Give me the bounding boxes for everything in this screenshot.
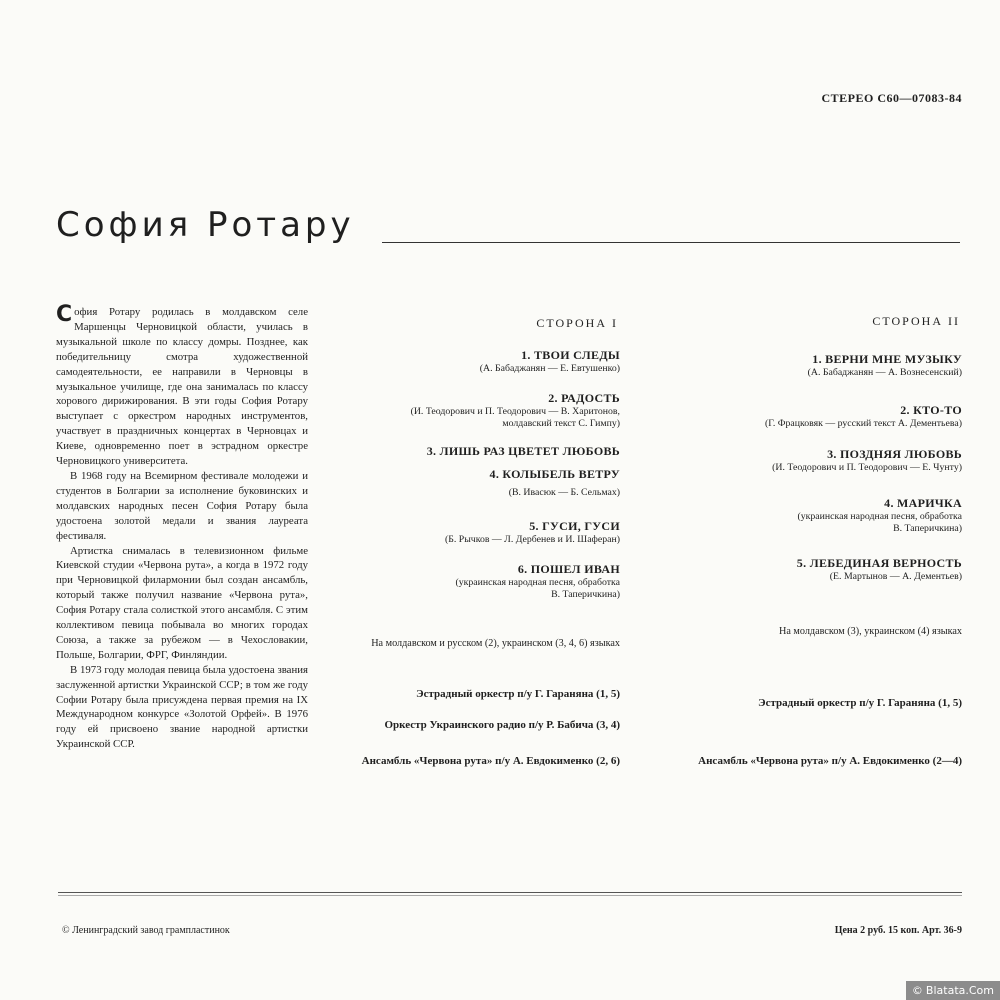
credit-line: (И. Теодорович и П. Теодорович — Е. Чунту) bbox=[772, 462, 962, 473]
side1-track-4 bbox=[490, 467, 620, 499]
track-title: 1. ТВОИ СЛЕДЫ bbox=[521, 348, 620, 362]
credit-line: В. Таперичкина) bbox=[893, 522, 962, 534]
track-credit bbox=[797, 511, 962, 534]
credit-line: (В. Ивасюк — Б. Сельмах) bbox=[508, 487, 620, 498]
credit-line: (украинская народная песня, обработка bbox=[797, 511, 962, 522]
track-title: 4. КОЛЫБЕЛЬ ВЕТРУ bbox=[489, 467, 620, 481]
side2-track-4 bbox=[797, 496, 962, 534]
track-credit bbox=[411, 406, 620, 429]
bio-paragraph-4: В 1973 году молодая певица была удостоена звания заслуженной артистки Украинской ССР; в том же году Софии Ротару была присуждена первая премия на IX Международном конкурсе «Золотой Орфей». В 1976 году ей присвоено звание народной артистки Украинской ССР. bbox=[56, 663, 308, 751]
side2-track-2 bbox=[765, 403, 962, 430]
credit-line: (Б. Рычков — Л. Дербенев и И. Шаферан) bbox=[444, 534, 620, 545]
side2-performer-1: Эстрадный оркестр п/у Г. Гараняна (1, 5) bbox=[758, 697, 962, 709]
track-title: 6. ПОШЕЛ ИВАН bbox=[517, 562, 620, 576]
credit-line: (И. Теодорович и П. Теодорович — В. Харитонов, bbox=[410, 406, 620, 417]
bio-paragraph-1 bbox=[56, 302, 308, 469]
credit-line: (Е. Мартынов — А. Дементьев) bbox=[829, 571, 962, 582]
side2-performer-2: Ансамбль «Червона рута» п/у А. Евдокименко (2—4) bbox=[698, 755, 962, 767]
track-title: 5. ЛЕБЕДИНАЯ ВЕРНОСТЬ bbox=[796, 556, 962, 570]
biography bbox=[56, 302, 308, 752]
side1-performer-2: Оркестр Украинского радио п/у Р. Бабича (3, 4) bbox=[384, 719, 620, 731]
bio-paragraph-3: Артистка снималась в телевизионном фильме Киевской студии «Червона рута», а когда в 1972 году при Черновицкой филармонии был создан ансамбль, который также получил название «Червона рута», София Ротару стала солисткой этого ансамбля. С этим коллективом певица побывала во многих городах Союза, а также за рубежом — в Чехословакии, Польше, Болгарии, ФРГ, Финляндии. bbox=[56, 544, 308, 661]
side1-track-2 bbox=[411, 391, 620, 429]
bio-dropcap: С bbox=[56, 302, 73, 327]
factory-credit: © Ленинградский завод грампластинок bbox=[62, 925, 230, 936]
track-title: 2. РАДОСТЬ bbox=[548, 391, 620, 405]
track-credit bbox=[480, 363, 620, 375]
side1-track-5 bbox=[445, 519, 620, 546]
price-label: Цена 2 руб. 15 коп. Арт. 36-9 bbox=[834, 925, 962, 936]
copyright-icon: © bbox=[911, 984, 923, 997]
side1-track-6 bbox=[455, 562, 620, 600]
album-title: София Ротару bbox=[56, 205, 355, 245]
track-credit bbox=[445, 534, 620, 546]
footer-rule bbox=[58, 892, 962, 893]
track-title: 3. ЛИШЬ РАЗ ЦВЕТЕТ ЛЮБОВЬ bbox=[426, 444, 620, 458]
track-title: 3. ПОЗДНЯЯ ЛЮБОВЬ bbox=[827, 447, 962, 461]
watermark bbox=[906, 981, 1000, 1000]
track-title: 4. МАРИЧКА bbox=[884, 496, 962, 510]
track-title: 1. ВЕРНИ МНЕ МУЗЫКУ bbox=[812, 352, 962, 366]
watermark-text: Blatata.Com bbox=[925, 984, 994, 997]
credit-line: молдавский текст С. Гимпу) bbox=[502, 417, 620, 429]
side2-track-1 bbox=[808, 352, 962, 379]
credit-line: (украинская народная песня, обработка bbox=[455, 577, 620, 588]
side1-track-3 bbox=[427, 444, 620, 459]
side1-performer-1: Эстрадный оркестр п/у Г. Гараняна (1, 5) bbox=[416, 688, 620, 700]
title-underline bbox=[382, 242, 960, 243]
catalog-number: СТЕРЕО С60—07083-84 bbox=[821, 91, 962, 105]
side2-language-note: На молдавском (3), украинском (4) языках bbox=[779, 626, 962, 637]
footer-rule-secondary bbox=[58, 895, 962, 896]
track-credit bbox=[765, 418, 962, 430]
side1-heading: СТОРОНА I bbox=[536, 316, 618, 330]
bio-paragraph-2: В 1968 году на Всемирном фестивале молодежи и студентов в Болгарии за исполнение буковинских и молдавских народных песен София Ротару была удостоена золотой медали и звания лауреата фестиваля. bbox=[56, 469, 308, 542]
track-credit bbox=[490, 487, 620, 499]
side2-heading: СТОРОНА II bbox=[872, 314, 960, 328]
track-title: 5. ГУСИ, ГУСИ bbox=[529, 519, 620, 533]
track-credit bbox=[455, 577, 620, 600]
track-credit bbox=[808, 367, 962, 379]
side1-track-1 bbox=[480, 348, 620, 375]
side2-track-3 bbox=[772, 447, 962, 474]
track-credit bbox=[772, 462, 962, 474]
track-credit bbox=[797, 571, 962, 583]
credit-line: (Г. Фрацковяк — русский текст А. Дементьева) bbox=[765, 418, 962, 429]
side1-performer-3: Ансамбль «Червона рута» п/у А. Евдокименко (2, 6) bbox=[361, 755, 620, 767]
bio-paragraph-text: офия Ротару родилась в молдавском селе Маршенцы Черновицкой области, училась в музыкальной школе по классу домры. Позднее, как победительницу смотра художественной самодеятельности, ее направили в Черновцы в музыкальное училище, где она занималась по классу хорового дирижирования. В эти годы София Ротару выступает с оркестром народных инструментов, участвует в праздничных концертах в Черновцах и Киеве, одновременно поет в эстрадном оркестре Черновицкого университета. bbox=[56, 306, 308, 468]
credit-line: (А. Бабаджанян — Е. Евтушенко) bbox=[479, 363, 620, 374]
track-title: 2. КТО-ТО bbox=[900, 403, 962, 417]
credit-line: В. Таперичкина) bbox=[551, 588, 620, 600]
side2-track-5 bbox=[797, 556, 962, 583]
credit-line: (А. Бабаджанян — А. Вознесенский) bbox=[807, 367, 962, 378]
side1-language-note: На молдавском и русском (2), украинском (3, 4, 6) языках bbox=[371, 638, 620, 649]
